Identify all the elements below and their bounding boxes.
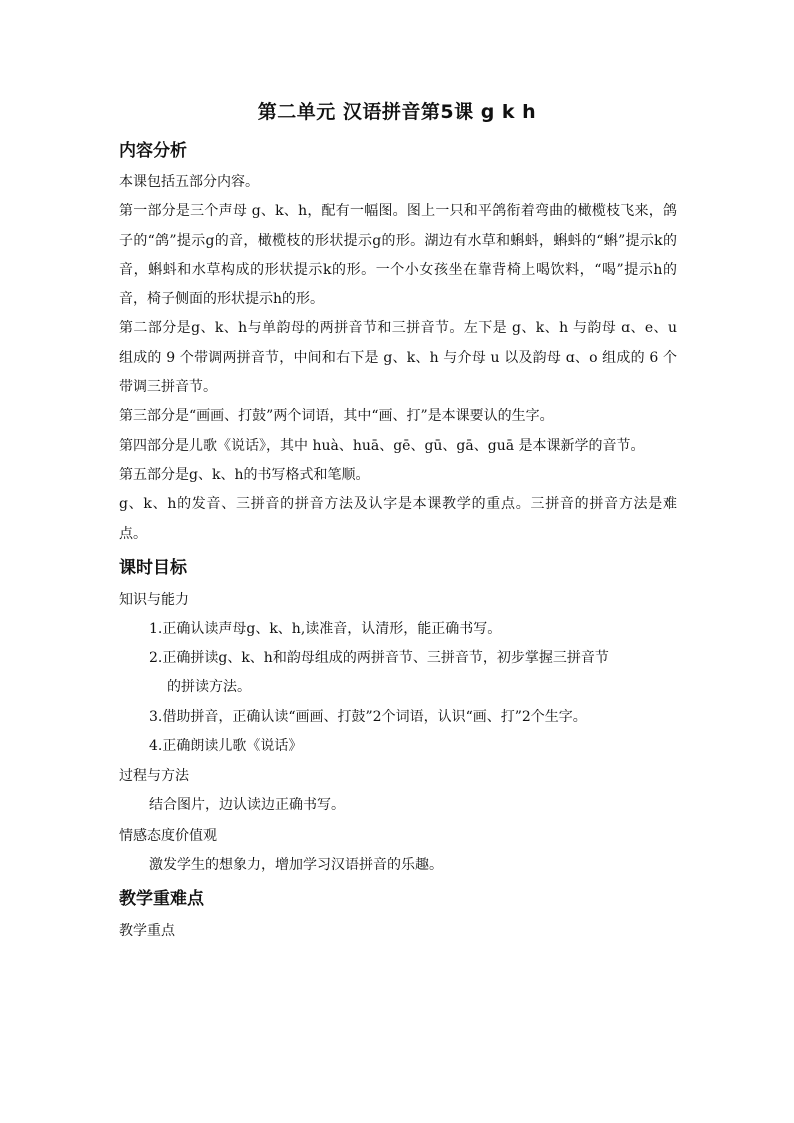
process-text: 结合图片，边认读边正确书写。 (149, 797, 345, 814)
subheading-emotion: 情感态度价值观 (119, 827, 217, 844)
objective-item: 3.借助拼音，正确认读“画画、打鼓”2个词语，认识“画、打”2个生字。 (149, 708, 587, 725)
paragraph: 第二部分是g、k、h与单韵母的两拼音节和三拼音节。左下是 g、k、h 与韵母 ɑ、e、u 组成的 9 个带调两拼音节，中间和右下是 g、k、h 与介母 u 以及韵母 ɑ、o 组成的 6 个带调三拼音节。 (119, 320, 677, 396)
heading-content-analysis: 内容分析 (119, 141, 187, 161)
paragraph: g、k、h的发音、三拼音的拼音方法及认字是本课教学的重点。三拼音的拼音方法是难点。 (119, 496, 677, 542)
subheading-key-points: 教学重点 (119, 922, 175, 939)
paragraph: 本课包括五部分内容。 (119, 174, 259, 190)
heading-objectives: 课时目标 (119, 557, 187, 578)
subheading-process: 过程与方法 (119, 768, 189, 785)
paragraph: 第四部分是儿歌《说话》，其中 huà、huā、gē、gū、gā、guā 是本课新学的音节。 (119, 437, 645, 454)
paragraph: 第三部分是“画画、打鼓”两个词语，其中“画、打”是本课要认的生字。 (119, 408, 554, 425)
emotion-text: 激发学生的想象力，增加学习汉语拼音的乐趣。 (149, 856, 443, 873)
subheading-knowledge: 知识与能力 (119, 591, 189, 608)
paragraph: 第五部分是g、k、h的书写格式和笔顺。 (119, 466, 370, 483)
paragraph: 第一部分是三个声母 g、k、h，配有一幅图。图上一只和平鸽衔着弯曲的橄榄枝飞来，鸽子的“鸽”提示g的音，橄榄枝的形状提示g的形。湖边有水草和蝌蚪，蝌蚪的“蝌”提示k的音，蝌蚪和水草构成的形状提示k的形。一个小女孩坐在靠背椅上喝饮料，“喝”提示h的音，椅子侧面的形状提示h的形。 (119, 203, 677, 308)
document-body (119, 136, 677, 946)
objective-item-continuation: 的拼读方法。 (167, 679, 251, 696)
heading-key-points: 教学重难点 (119, 888, 204, 909)
page-title: 第二单元 汉语拼音第5课 g k h (257, 101, 537, 123)
objective-item: 4.正确朗读儿歌《说话》 (149, 738, 303, 755)
objective-item: 1.正确认读声母g、k、h,读准音，认清形，能正确书写。 (149, 620, 502, 637)
objective-item: 2.正确拼读g、k、h和韵母组成的两拼音节、三拼音节，初步掌握三拼音节 (149, 650, 609, 667)
